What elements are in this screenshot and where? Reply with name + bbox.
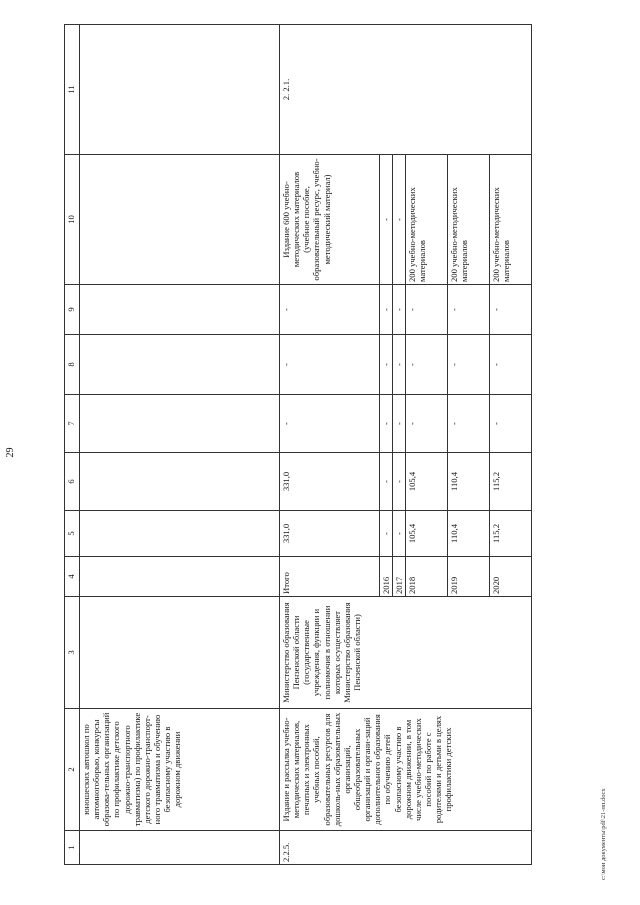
value-cell: - — [280, 395, 380, 453]
value-cell: - — [406, 335, 448, 395]
table-row — [280, 25, 380, 865]
col-header-2: 2 — [65, 709, 80, 831]
value-cell: - — [280, 335, 380, 395]
cell — [80, 557, 280, 597]
value-cell: 331,0 — [280, 511, 380, 557]
value-cell: - — [380, 511, 393, 557]
value-cell: 105,4 — [406, 453, 448, 511]
year-cell: Итого — [280, 557, 380, 597]
cell — [80, 285, 280, 335]
col-header-9: 9 — [65, 285, 80, 335]
footer-file-path: c:\мои документы\pdf\21-пп.docx — [600, 788, 607, 880]
col-header-3: 3 — [65, 597, 80, 709]
year-cell: 2020 — [490, 557, 532, 597]
col-header-5: 5 — [65, 511, 80, 557]
row-number: 2.2.5. — [280, 831, 532, 865]
result-cell: Издание 600 учебно-методических материалов (учебное пособие, образовательный ресурс, учебно-методический материал) — [280, 155, 380, 285]
value-cell: - — [448, 395, 490, 453]
result-cell: 200 учебно-методических материалов — [490, 155, 532, 285]
program-table — [64, 24, 532, 865]
value-cell: - — [490, 285, 532, 335]
value-cell: - — [406, 395, 448, 453]
page-number: 29 — [5, 447, 16, 458]
result-cell: 200 учебно-методических материалов — [406, 155, 448, 285]
col-header-1: 1 — [65, 831, 80, 865]
year-cell: 2019 — [448, 557, 490, 597]
value-cell: - — [380, 453, 393, 511]
cell — [80, 155, 280, 285]
value-cell: - — [448, 335, 490, 395]
cell — [80, 831, 280, 865]
cell — [80, 597, 280, 709]
value-cell: - — [490, 395, 532, 453]
year-cell: 2018 — [406, 557, 448, 597]
link-cell: 2. 2.1. — [280, 25, 532, 155]
result-cell: - — [380, 155, 393, 285]
value-cell: - — [280, 285, 380, 335]
result-cell: - — [393, 155, 406, 285]
col-header-4: 4 — [65, 557, 80, 597]
header-row — [65, 25, 80, 865]
value-cell: - — [380, 335, 393, 395]
value-cell: - — [380, 395, 393, 453]
cell — [80, 511, 280, 557]
col-header-6: 6 — [65, 453, 80, 511]
value-cell: 105,4 — [406, 511, 448, 557]
value-cell: - — [406, 285, 448, 335]
value-cell: 331,0 — [280, 453, 380, 511]
value-cell: - — [393, 335, 406, 395]
value-cell: - — [393, 453, 406, 511]
value-cell: 110,4 — [448, 453, 490, 511]
year-cell: 2016 — [380, 557, 393, 597]
year-cell: 2017 — [393, 557, 406, 597]
value-cell: - — [393, 511, 406, 557]
value-cell: - — [393, 395, 406, 453]
col-header-11: 11 — [65, 25, 80, 155]
value-cell: 110,4 — [448, 511, 490, 557]
cell — [80, 395, 280, 453]
value-cell: 115,2 — [490, 511, 532, 557]
cell — [80, 25, 280, 155]
col-header-10: 10 — [65, 155, 80, 285]
col-header-7: 7 — [65, 395, 80, 453]
value-cell: - — [448, 285, 490, 335]
cell — [80, 335, 280, 395]
executor: Министерство образования Пензенской области (государственные учреждения, функции и полномочия в отношении которых осуществляет Министерство образования Пензенской области) — [280, 597, 532, 709]
value-cell: - — [393, 285, 406, 335]
col-header-8: 8 — [65, 335, 80, 395]
continued-name-cell: юношеских автошкол по автомногоборью, конкурсы образова-тельных организаций по профилактике детского дорожно-транспортного травматизма) по профилактике детского дорожно-транспорт-ного травматизма и обучению безопасному участию в дорожном движении — [80, 709, 280, 831]
value-cell: 115,2 — [490, 453, 532, 511]
cell — [80, 453, 280, 511]
result-cell: 200 учебно-методических материалов — [448, 155, 490, 285]
measure-name: Издание и рассылка учебно-методических материалов, печатных и электронных учебных пособий, образовательных ресурсов для дошколь-ных образовательных организаций, общеобразовательных организаций и органи-заций дополнительного образования по обучению детей безопасному участию в дорожном движении, в том числе учебно-методических пособий по работе с родителями и детьми в целях профилактики детских — [280, 709, 532, 831]
value-cell: - — [490, 335, 532, 395]
continued-row — [80, 25, 280, 865]
value-cell: - — [380, 285, 393, 335]
